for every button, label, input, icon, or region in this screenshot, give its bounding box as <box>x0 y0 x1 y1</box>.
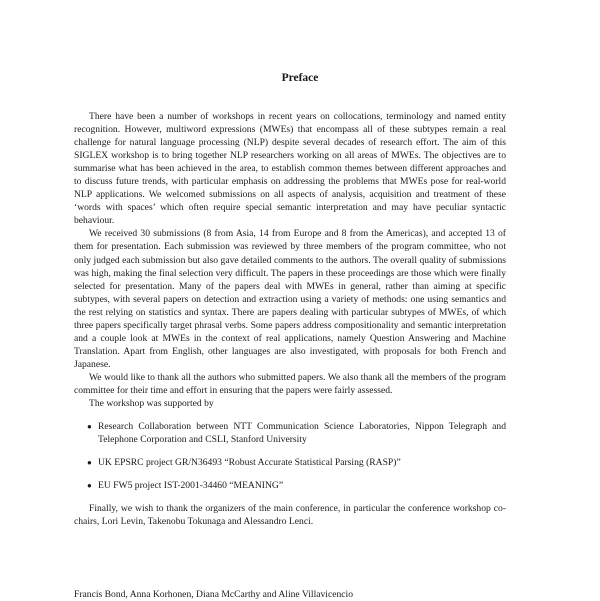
support-item-text: Research Collaboration between NTT Communication Science Laboratories, Nippon Telegraph and Telephone Corporation and CSLI, Stanford University <box>98 421 506 446</box>
list-item <box>74 456 506 469</box>
author-signature: Francis Bond, Anna Korhonen, Diana McCarthy and Aline Villavicencio <box>74 589 354 600</box>
bullet-icon: ● <box>87 458 92 468</box>
paragraph-support-intro: The workshop was supported by <box>89 398 214 410</box>
paragraph-intro: There have been a number of workshops in recent years on collocations, terminology and named entity recognition. However, multiword expressions (MWEs) that encompass all of these subtypes remain a real challenge for natural language processing (NLP) despite several decades of research effort. The aim of this SIGLEX workshop is to bring together NLP researchers working on all areas of MWEs. The objectives are to summarise what has been achieved in the area, to establish common themes between different approaches and to discuss future trends, with particular emphasis on addressing the problems that MWEs pose for real-world NLP applications. We welcomed submissions on all aspects of analysis, acquisition and treatment of these ‘words with spaces’ which often require special semantic interpretation and may have peculiar syntactic behaviour. <box>74 111 506 227</box>
bullet-icon: ● <box>87 422 92 432</box>
support-list <box>74 420 506 492</box>
list-item <box>74 420 506 446</box>
list-item <box>74 479 506 492</box>
support-item-text: EU FW5 project IST-2001-34460 “MEANING” <box>98 480 284 492</box>
bullet-icon: ● <box>87 481 92 491</box>
paragraph-thanks: We would like to thank all the authors who submitted papers. We also thank all the members of the program committee for their time and effort in ensuring that the papers were fairly assessed. <box>74 371 506 396</box>
page-title: Preface <box>281 72 319 84</box>
paragraph-closing: Finally, we wish to thank the organizers of the main conference, in particular the conference workshop co-chairs, Lori Levin, Takenobu Tokunaga and Alessandro Lenci. <box>74 503 506 528</box>
paragraph-submissions: We received 30 submissions (8 from Asia, 14 from Europe and 8 from the Americas), and accepted 13 of them for presentation. Each submission was reviewed by three members of the program committee, who not only judged each submission but also gave detailed comments to the authors. The overall quality of submissions was high, making the final selection very difficult. The papers in these proceedings are those which were finally selected for presentation. Many of the papers deal with MWEs in general, rather than aiming at specific subtypes, with several papers on detection and extraction using a variety of methods: one using semantics and the rest relying on statistics and syntax. There are papers dealing with particular subtypes of MWEs, of which three papers specifically target phrasal verbs. Some papers address compositionality and semantic interpretation and a couple look at MWEs in the context of real applications, namely Question Answering and Machine Translation. Apart from English, other languages are also investigated, with proposals for both French and Japanese. <box>74 228 506 370</box>
preface-body <box>74 110 506 528</box>
support-item-text: UK EPSRC project GR/N36493 “Robust Accurate Statistical Parsing (RASP)” <box>98 457 401 469</box>
